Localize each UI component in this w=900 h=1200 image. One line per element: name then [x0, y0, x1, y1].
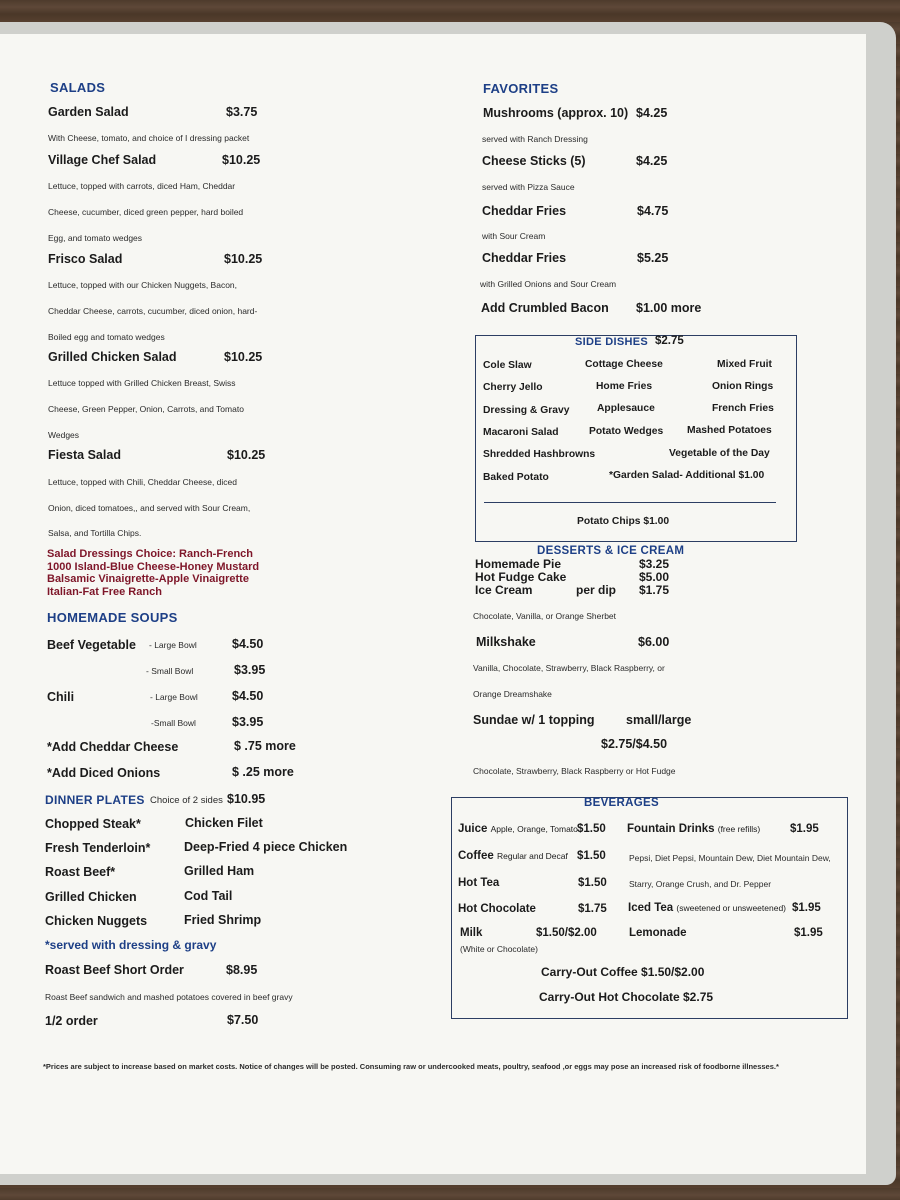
favorite-price: $5.25 [637, 251, 669, 265]
favorite-price: $1.00 more [636, 301, 702, 315]
favorites-heading: FAVORITES [483, 81, 559, 96]
side-item: Home Fries [596, 381, 653, 392]
bev-iced-tea [628, 902, 786, 914]
dinner-item: Grilled Ham [184, 864, 255, 878]
salad-desc: Salsa, and Tortilla Chips. [48, 528, 142, 538]
side-item: *Garden Salad- Additional $1.00 [609, 470, 765, 481]
salad-desc: Lettuce, topped with carrots, diced Ham, Cheddar [48, 181, 236, 191]
side-item: Cottage Cheese [585, 359, 663, 370]
dressing-line: 1000 Island-Blue Cheese-Honey Mustard [47, 560, 260, 573]
bev-price: $1.95 [790, 823, 819, 835]
soup-price: $3.95 [232, 715, 264, 729]
ice-cream-desc: Chocolate, Vanilla, or Orange Sherbet [473, 611, 617, 621]
desserts-heading: DESSERTS & ICE CREAM [537, 545, 685, 557]
salad-name: Village Chef Salad [48, 153, 157, 167]
dressing-line: Italian-Fat Free Ranch [47, 585, 162, 598]
dessert-name: Ice Cream [475, 583, 533, 597]
salad-desc: Lettuce topped with Grilled Chicken Breast, Swiss [48, 378, 236, 388]
dessert-price: $1.75 [639, 583, 670, 597]
bev-desc: Pepsi, Diet Pepsi, Mountain Dew, Diet Mountain Dew, [629, 853, 831, 863]
dinner-item: Chicken Nuggets [45, 914, 148, 928]
dinner-item: Cod Tail [184, 889, 233, 903]
milkshake-desc: Vanilla, Chocolate, Strawberry, Black Raspberry, or [473, 663, 665, 673]
bev-sub: (free refills) [717, 824, 761, 834]
short-order-desc: Roast Beef sandwich and mashed potatoes covered in beef gravy [45, 992, 293, 1002]
sundae-price: $2.75/$4.50 [601, 737, 668, 751]
dessert-note: per dip [576, 583, 617, 597]
favorite-price: $4.75 [637, 204, 669, 218]
bev-coffee [458, 850, 568, 862]
salad-price: $10.25 [224, 350, 263, 364]
dinner-subtitle: Choice of 2 sides [150, 795, 223, 806]
bev-price: $1.75 [578, 903, 607, 915]
bev-juice [458, 823, 578, 835]
soups-heading: HOMEMADE SOUPS [47, 610, 178, 625]
salad-desc: Lettuce, topped with Chili, Cheddar Cheese, diced [48, 477, 238, 487]
bev-name: Hot Tea [458, 877, 500, 889]
favorite-desc: with Sour Cream [482, 231, 546, 241]
salad-price: $10.25 [227, 448, 266, 462]
sundae-desc: Chocolate, Strawberry, Black Raspberry or Hot Fudge [473, 766, 676, 776]
side-item: Cole Slaw [483, 360, 532, 371]
bev-fountain [627, 823, 760, 835]
short-order-price: $8.95 [226, 963, 258, 977]
bev-sub: Apple, Orange, Tomato [490, 824, 578, 834]
salad-price: $10.25 [224, 252, 263, 266]
dessert-name: Hot Fudge Cake [475, 570, 567, 584]
soup-name: Beef Vegetable [47, 638, 136, 652]
dinner-item: Roast Beef* [45, 865, 116, 879]
bev-name: Iced Tea [628, 902, 674, 914]
milkshake-price: $6.00 [638, 635, 670, 649]
beverages-heading: BEVERAGES [584, 797, 659, 809]
side-item: Macaroni Salad [483, 427, 559, 438]
side-item: French Fries [712, 403, 774, 414]
dinner-item: Fresh Tenderloin* [45, 841, 151, 855]
soup-size: - Large Bowl [150, 692, 198, 702]
bev-name: Lemonade [629, 927, 687, 939]
bev-sub: (White or Chocolate) [460, 944, 538, 954]
side-item: Baked Potato [483, 472, 549, 483]
carry-out-hot-chocolate: Carry-Out Hot Chocolate $2.75 [539, 990, 714, 1004]
dinner-note: *served with dressing & gravy [45, 938, 217, 952]
bev-desc: Starry, Orange Crush, and Dr. Pepper [629, 879, 772, 889]
bev-name: Juice [458, 823, 488, 835]
salad-name: Garden Salad [48, 105, 129, 119]
soup-size: - Large Bowl [149, 640, 197, 650]
side-item: Onion Rings [712, 381, 774, 392]
half-order-name: 1/2 order [45, 1014, 98, 1028]
side-item: Dressing & Gravy [483, 405, 570, 416]
favorite-name: Cheddar Fries [482, 251, 567, 265]
favorite-price: $4.25 [636, 106, 668, 120]
favorite-name: Cheese Sticks (5) [482, 154, 586, 168]
soup-addon-price: $ .75 more [234, 739, 296, 753]
salad-desc: Egg, and tomato wedges [48, 233, 143, 243]
sundae-name: Sundae w/ 1 topping [473, 713, 595, 727]
salad-desc: Boiled egg and tomato wedges [48, 332, 165, 342]
dinner-item: Chicken Filet [185, 816, 263, 830]
salad-desc: Cheese, cucumber, diced green pepper, hard boiled [48, 207, 244, 217]
dressing-line: Balsamic Vinaigrette-Apple Vinaigrette [47, 573, 249, 585]
salad-desc: Wedges [48, 430, 80, 440]
soup-price: $4.50 [232, 637, 264, 651]
dinner-item: Fried Shrimp [184, 913, 262, 927]
side-item: Shredded Hashbrowns [483, 449, 596, 460]
bev-price: $1.95 [792, 902, 821, 914]
dinner-price: $10.95 [227, 792, 266, 806]
soup-price: $3.95 [234, 663, 266, 677]
carry-out-coffee: Carry-Out Coffee $1.50/$2.00 [541, 965, 705, 979]
soup-price: $4.50 [232, 689, 264, 703]
milkshake-desc: Orange Dreamshake [473, 689, 552, 699]
dinner-heading: DINNER PLATES [45, 793, 145, 807]
salad-name: Frisco Salad [48, 252, 123, 266]
bev-price: $1.50/$2.00 [536, 927, 597, 939]
salad-name: Grilled Chicken Salad [48, 350, 177, 364]
side-item: Potato Wedges [589, 426, 664, 437]
dinner-item: Deep-Fried 4 piece Chicken [184, 840, 348, 854]
salads-heading: SALADS [50, 80, 106, 95]
bev-price: $1.95 [794, 927, 823, 939]
favorite-name: Cheddar Fries [482, 204, 567, 218]
bev-price: $1.50 [577, 850, 606, 862]
side-item: Cherry Jello [483, 382, 543, 393]
favorite-desc: served with Ranch Dressing [482, 134, 588, 144]
favorite-price: $4.25 [636, 154, 668, 168]
soup-size: - Small Bowl [146, 666, 194, 676]
milkshake-name: Milkshake [476, 635, 536, 649]
salad-desc: Cheese, Green Pepper, Onion, Carrots, and Tomato [48, 404, 244, 414]
salad-desc: Lettuce, topped with our Chicken Nuggets, Bacon, [48, 280, 238, 290]
side-item: Vegetable of the Day [669, 448, 770, 459]
sundae-sizes: small/large [626, 713, 692, 727]
sides-price: $2.75 [655, 335, 684, 347]
favorite-name: Mushrooms (approx. 10) [483, 106, 629, 120]
side-item: Applesauce [597, 403, 655, 414]
bev-sub: Regular and Decaf [496, 851, 568, 861]
favorite-desc: with Grilled Onions and Sour Cream [480, 279, 617, 289]
potato-chips: Potato Chips $1.00 [577, 516, 670, 527]
dessert-name: Homemade Pie [475, 557, 562, 571]
side-item: Mixed Fruit [717, 359, 772, 370]
sides-heading: SIDE DISHES [575, 336, 648, 348]
footer-disclaimer: *Prices are subject to increase based on market costs. Notice of changes will be posted. Consuming raw or undercooked meats, poultry, seafood ,or eggs may pose an increased risk of foodborne illnesses.* [43, 1062, 779, 1071]
dressing-choices [47, 548, 259, 598]
salad-desc: Onion, diced tomatoes,, and served with Sour Cream, [48, 503, 251, 513]
bev-price: $1.50 [577, 823, 606, 835]
bev-sub: (sweetened or unsweetened) [676, 903, 786, 913]
salad-desc: Cheddar Cheese, carrots, cucumber, diced onion, hard- [48, 306, 258, 316]
sides-divider [484, 502, 776, 503]
salad-price: $3.75 [226, 105, 258, 119]
salad-price: $10.25 [222, 153, 261, 167]
short-order-name: Roast Beef Short Order [45, 963, 184, 977]
salad-name: Fiesta Salad [48, 448, 121, 462]
soup-size: -Small Bowl [151, 718, 196, 728]
favorite-desc: served with Pizza Sauce [482, 182, 575, 192]
soup-name: Chili [47, 690, 75, 704]
bev-name: Coffee [458, 850, 494, 862]
bev-name: Fountain Drinks [627, 823, 715, 835]
dressing-line: Salad Dressings Choice: Ranch-French [47, 548, 253, 560]
soup-addon: *Add Cheddar Cheese [47, 740, 179, 754]
dinner-item: Chopped Steak* [45, 817, 141, 831]
bev-name: Hot Chocolate [458, 903, 536, 915]
favorite-name: Add Crumbled Bacon [481, 301, 609, 315]
side-item: Mashed Potatoes [687, 425, 772, 436]
soup-addon-price: $ .25 more [232, 765, 294, 779]
bev-price: $1.50 [578, 877, 607, 889]
bev-name: Milk [460, 927, 483, 939]
dinner-item: Grilled Chicken [45, 890, 137, 904]
dessert-price: $5.00 [639, 570, 670, 584]
salad-desc: With Cheese, tomato, and choice of I dressing packet [48, 133, 250, 143]
half-order-price: $7.50 [227, 1013, 259, 1027]
dessert-price: $3.25 [639, 557, 670, 571]
soup-addon: *Add Diced Onions [47, 766, 161, 780]
menu-page [0, 34, 866, 1174]
